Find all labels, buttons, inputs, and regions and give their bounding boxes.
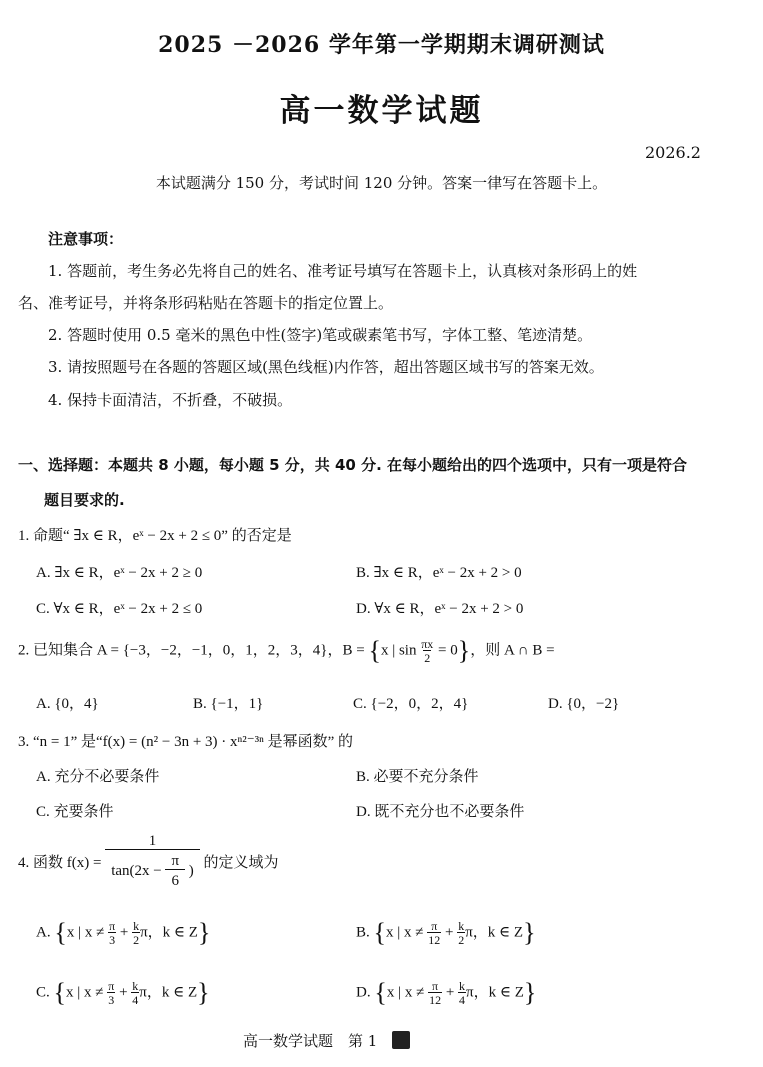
question-1-option-c: C. ∀x ∈ R，eˣ − 2x + 2 ≤ 0 bbox=[36, 601, 203, 617]
exam-date: 2026.2 bbox=[645, 143, 701, 162]
notice-item-2: 2. 答题时使用 0.5 毫米的黑色中性(签字)笔或碳素笔书写，字体工整、笔迹清楚。 bbox=[48, 326, 593, 344]
denominator-fraction bbox=[165, 854, 185, 889]
left-brace: { bbox=[368, 636, 381, 665]
exam-title: 2025 －2026 学年第一学期期末调研测试 bbox=[158, 32, 605, 58]
section-heading: 一、选择题：本题共 8 小题，每小题 5 分，共 40 分. 在每小题给出的四个选项中，只有一项是符合 bbox=[18, 456, 688, 474]
question-4-option-b bbox=[356, 918, 536, 948]
question-4-option-c bbox=[36, 978, 210, 1008]
notice-item-4: 4. 保持卡面清洁，不折叠，不破损。 bbox=[48, 391, 293, 409]
option-set-end: π，k ∈ Z bbox=[465, 924, 524, 941]
question-2-option-b: B. {−1，1} bbox=[193, 696, 264, 712]
option-set-end: π，k ∈ Z bbox=[466, 984, 524, 1001]
exam-intro: 本试题满分 150 分，考试时间 120 分钟。答案一律写在答题卡上。 bbox=[155, 174, 608, 192]
plus-sign: + bbox=[119, 924, 129, 941]
option-set-end: π，k ∈ Z bbox=[139, 984, 198, 1001]
fraction-denominator: 2 bbox=[424, 651, 431, 665]
question-3-stem: 3. “n = 1” 是“f(x) = (n² − 3n + 3) · xⁿ²⁻³ⁿ 是幂函数” 的 bbox=[18, 734, 354, 750]
section-heading-cont: 题目要求的. bbox=[44, 491, 125, 509]
right-brace: } bbox=[197, 978, 210, 1007]
main-fraction-denominator bbox=[105, 849, 200, 889]
denominator-start: tan(2x − bbox=[111, 862, 162, 879]
plus-sign: + bbox=[445, 924, 454, 941]
question-2-stem-end: ，则 A ∩ B = bbox=[470, 642, 555, 659]
option-set-start: x | x ≠ bbox=[386, 984, 425, 1001]
fraction-denominator: 2 bbox=[133, 933, 140, 947]
fraction-numerator: πx bbox=[421, 637, 434, 651]
denominator-end: ) bbox=[188, 862, 194, 879]
question-2-fraction bbox=[420, 638, 434, 664]
fraction-numerator: π bbox=[432, 979, 439, 993]
option-label: C. bbox=[36, 984, 50, 1001]
question-3-option-c: C. 充要条件 bbox=[36, 804, 114, 820]
fraction-denominator: 12 bbox=[428, 933, 441, 947]
option-set-start: x | x ≠ bbox=[386, 924, 424, 941]
right-brace: } bbox=[197, 918, 211, 947]
question-2-stem-start: 2. 已知集合 A = {−3，−2，−1，0，1，2，3，4}，B = bbox=[18, 642, 369, 659]
fraction-denominator: 3 bbox=[108, 993, 115, 1007]
option-fraction-2 bbox=[458, 980, 466, 1006]
question-2-option-c: C. {−2，0，2，4} bbox=[353, 696, 469, 712]
left-brace: { bbox=[53, 978, 66, 1007]
notice-item-1: 1. 答题前，考生务必先将自己的姓名、准考证号填写在答题卡上，认真核对条形码上的姓 bbox=[48, 262, 638, 280]
option-set-start: x | x ≠ bbox=[66, 924, 105, 941]
question-2-stem bbox=[18, 636, 555, 666]
question-4-option-d bbox=[356, 978, 536, 1008]
denominator-fraction-numerator: π bbox=[171, 853, 180, 869]
option-set-end: π，k ∈ Z bbox=[140, 924, 198, 941]
question-4-stem bbox=[18, 834, 279, 889]
right-brace: } bbox=[523, 918, 536, 947]
question-3-option-a: A. 充分不必要条件 bbox=[36, 769, 160, 785]
fraction-numerator: k bbox=[459, 979, 466, 993]
question-4-stem-end: 的定义域为 bbox=[203, 855, 279, 871]
fraction-denominator: 12 bbox=[429, 993, 442, 1007]
question-1-option-d: D. ∀x ∈ R，eˣ − 2x + 2 > 0 bbox=[356, 601, 524, 617]
option-label: D. bbox=[356, 984, 371, 1001]
fraction-denominator: 4 bbox=[132, 993, 139, 1007]
option-fraction-1 bbox=[427, 920, 441, 946]
option-set-start: x | x ≠ bbox=[66, 984, 104, 1001]
option-fraction-1 bbox=[108, 920, 116, 946]
left-brace: { bbox=[54, 918, 67, 947]
main-fraction-numerator: 1 bbox=[148, 833, 157, 849]
question-4-option-a bbox=[36, 918, 210, 948]
option-label: A. bbox=[36, 924, 51, 941]
question-1-stem: 1. 命题“ ∃x ∈ R，eˣ − 2x + 2 ≤ 0” 的否定是 bbox=[18, 528, 292, 544]
fraction-numerator: π bbox=[109, 919, 116, 933]
left-brace: { bbox=[373, 918, 386, 947]
question-2-set-right: = 0 bbox=[438, 642, 458, 659]
left-brace: { bbox=[374, 978, 387, 1007]
question-2-set-left: x | sin bbox=[380, 642, 417, 659]
question-2-option-d: D. {0，−2} bbox=[548, 696, 620, 712]
question-3-option-d: D. 既不充分也不必要条件 bbox=[356, 804, 525, 820]
fraction-denominator: 4 bbox=[459, 993, 466, 1007]
fraction-numerator: k bbox=[133, 919, 140, 933]
notice-item-1-cont: 名、准考证号，并将条形码粘贴在答题卡的指定位置上。 bbox=[18, 294, 394, 312]
fraction-numerator: π bbox=[108, 979, 115, 993]
notice-heading: 注意事项： bbox=[48, 230, 124, 248]
fraction-numerator: π bbox=[431, 919, 438, 933]
page-footer: 高一数学试题 第 1 bbox=[243, 1032, 378, 1050]
option-fraction-1 bbox=[428, 980, 442, 1006]
notice-item-3: 3. 请按照题号在各题的答题区域(黑色线框)内作答，超出答题区域书写的答案无效。 bbox=[48, 358, 604, 376]
question-1-option-a: A. ∃x ∈ R，eˣ − 2x + 2 ≥ 0 bbox=[36, 565, 203, 581]
right-brace: } bbox=[523, 978, 537, 1007]
denominator-fraction-denominator: 6 bbox=[165, 869, 185, 889]
fraction-denominator: 3 bbox=[109, 933, 116, 947]
option-fraction-1 bbox=[107, 980, 115, 1006]
right-brace: } bbox=[457, 636, 471, 665]
plus-sign: + bbox=[445, 984, 455, 1001]
scan-blot bbox=[392, 1031, 410, 1049]
question-2-option-a: A. {0，4} bbox=[36, 696, 99, 712]
fraction-denominator: 2 bbox=[458, 933, 465, 947]
question-1-option-b: B. ∃x ∈ R，eˣ − 2x + 2 > 0 bbox=[356, 565, 522, 581]
option-label: B. bbox=[356, 924, 370, 941]
question-4-stem-start: 4. 函数 f(x) = bbox=[18, 855, 102, 871]
option-fraction-2 bbox=[132, 920, 140, 946]
fraction-numerator: k bbox=[458, 919, 465, 933]
plus-sign: + bbox=[119, 984, 128, 1001]
exam-subtitle: 高一数学试题 bbox=[279, 93, 484, 129]
question-4-main-fraction bbox=[105, 834, 200, 889]
question-3-option-b: B. 必要不充分条件 bbox=[356, 769, 479, 785]
fraction-numerator: k bbox=[132, 979, 139, 993]
